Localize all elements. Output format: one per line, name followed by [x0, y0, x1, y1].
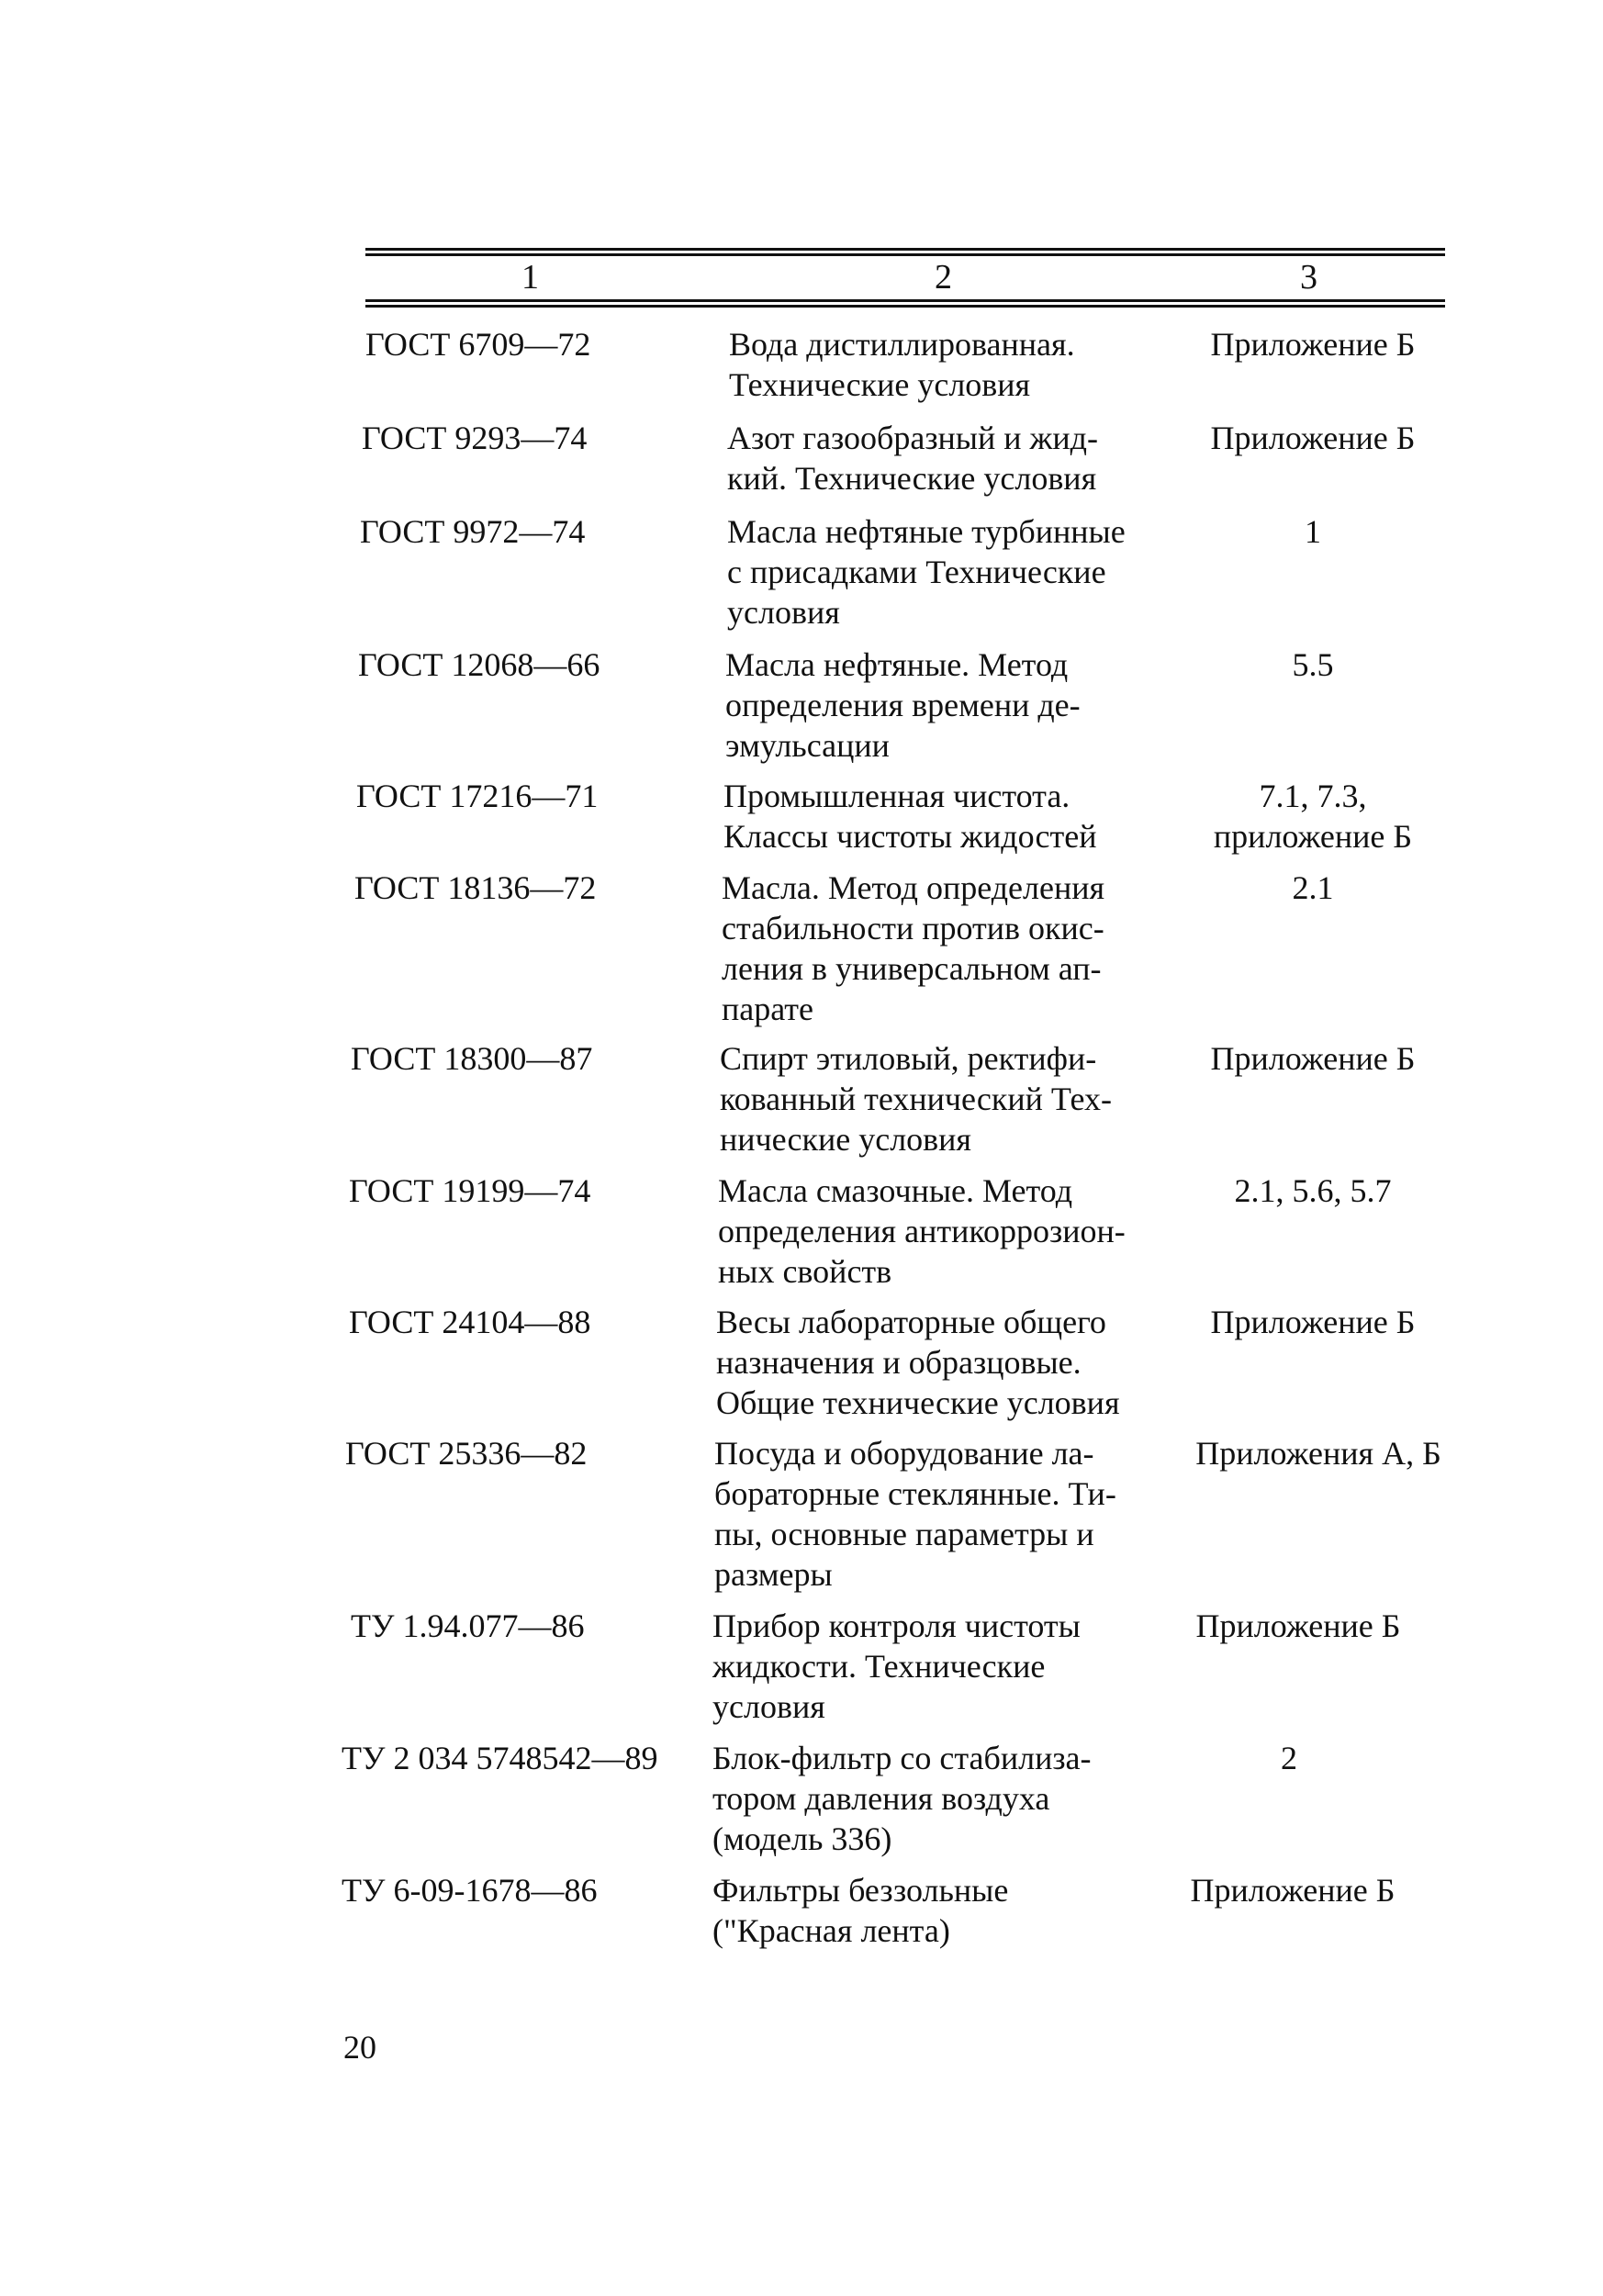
doc-title: Промышленная чистота. Классы чистоты жидостей	[723, 778, 1097, 855]
section-ref: Приложение Б	[1210, 420, 1416, 456]
top-rule	[365, 248, 1445, 251]
section-ref: Приложение Б	[1210, 1040, 1416, 1077]
section-ref: 5.5	[1292, 646, 1334, 683]
doc-title: Масла нефтяные турбинные с присадками Технические условия	[727, 513, 1126, 631]
page-number: 20	[343, 2029, 376, 2066]
section-ref: 1	[1305, 513, 1321, 550]
doc-number: ГОСТ 25336—82	[345, 1435, 588, 1472]
section-ref: Приложения А, Б	[1195, 1435, 1441, 1472]
doc-number: ГОСТ 19199—74	[349, 1172, 591, 1209]
section-ref: Приложение Б	[1190, 1872, 1396, 1909]
header-col-3: 3	[1300, 258, 1317, 297]
doc-number: ГОСТ 9972—74	[360, 513, 586, 550]
header-col-1: 1	[521, 258, 539, 297]
section-ref: 2	[1281, 1740, 1297, 1776]
doc-number: ТУ 6-09-1678—86	[342, 1872, 598, 1909]
doc-title: Блок-фильтр со стабилиза- тором давления воздуха (модель 336)	[712, 1740, 1092, 1857]
doc-number: ГОСТ 17216—71	[356, 778, 599, 814]
doc-title: Фильтры беззольные ("Красная лента)	[712, 1872, 1009, 1949]
section-ref: 7.1, 7.3, приложение Б	[1213, 778, 1413, 855]
doc-title: Весы лабораторные общего назначения и образцовые. Общие технические условия	[716, 1304, 1120, 1421]
doc-number: ТУ 1.94.077—86	[351, 1607, 585, 1644]
header-rule-inner	[365, 305, 1445, 308]
doc-title: Вода дистиллированная. Технические условия	[729, 326, 1075, 403]
doc-title: Посуда и оборудование ла- бораторные стеклянные. Ти- пы, основные параметры и размеры	[714, 1435, 1116, 1593]
doc-number: ГОСТ 12068—66	[358, 646, 600, 683]
doc-title: Масла нефтяные. Метод определения времени де- эмульсации	[725, 646, 1081, 764]
section-ref: Приложение Б	[1195, 1607, 1401, 1644]
doc-title: Спирт этиловый, ректифи- кованный технический Тех- нические условия	[720, 1040, 1113, 1158]
table-header	[365, 259, 1445, 296]
section-ref: 2.1, 5.6, 5.7	[1234, 1172, 1392, 1209]
doc-number: ГОСТ 6709—72	[365, 326, 591, 363]
section-ref: 2.1	[1292, 869, 1334, 906]
doc-number: ГОСТ 18136—72	[354, 869, 597, 906]
doc-title: Масла. Метод определения стабильности против окис- ления в универсальном ап- парате	[722, 869, 1105, 1027]
section-ref: Приложение Б	[1210, 1304, 1416, 1340]
doc-title: Масла смазочные. Метод определения антикоррозион- ных свойств	[718, 1172, 1126, 1290]
section-ref: Приложение Б	[1210, 326, 1416, 363]
doc-title: Азот газообразный и жид- кий. Технические условия	[727, 420, 1098, 497]
doc-number: ГОСТ 9293—74	[362, 420, 588, 456]
doc-number: ГОСТ 24104—88	[349, 1304, 591, 1340]
top-rule-inner	[365, 253, 1445, 256]
header-col-2: 2	[935, 258, 952, 297]
doc-number: ГОСТ 18300—87	[351, 1040, 593, 1077]
doc-number: ТУ 2 034 5748542—89	[342, 1740, 658, 1776]
doc-title: Прибор контроля чистоты жидкости. Технические условия	[712, 1607, 1081, 1725]
header-rule	[365, 299, 1445, 302]
